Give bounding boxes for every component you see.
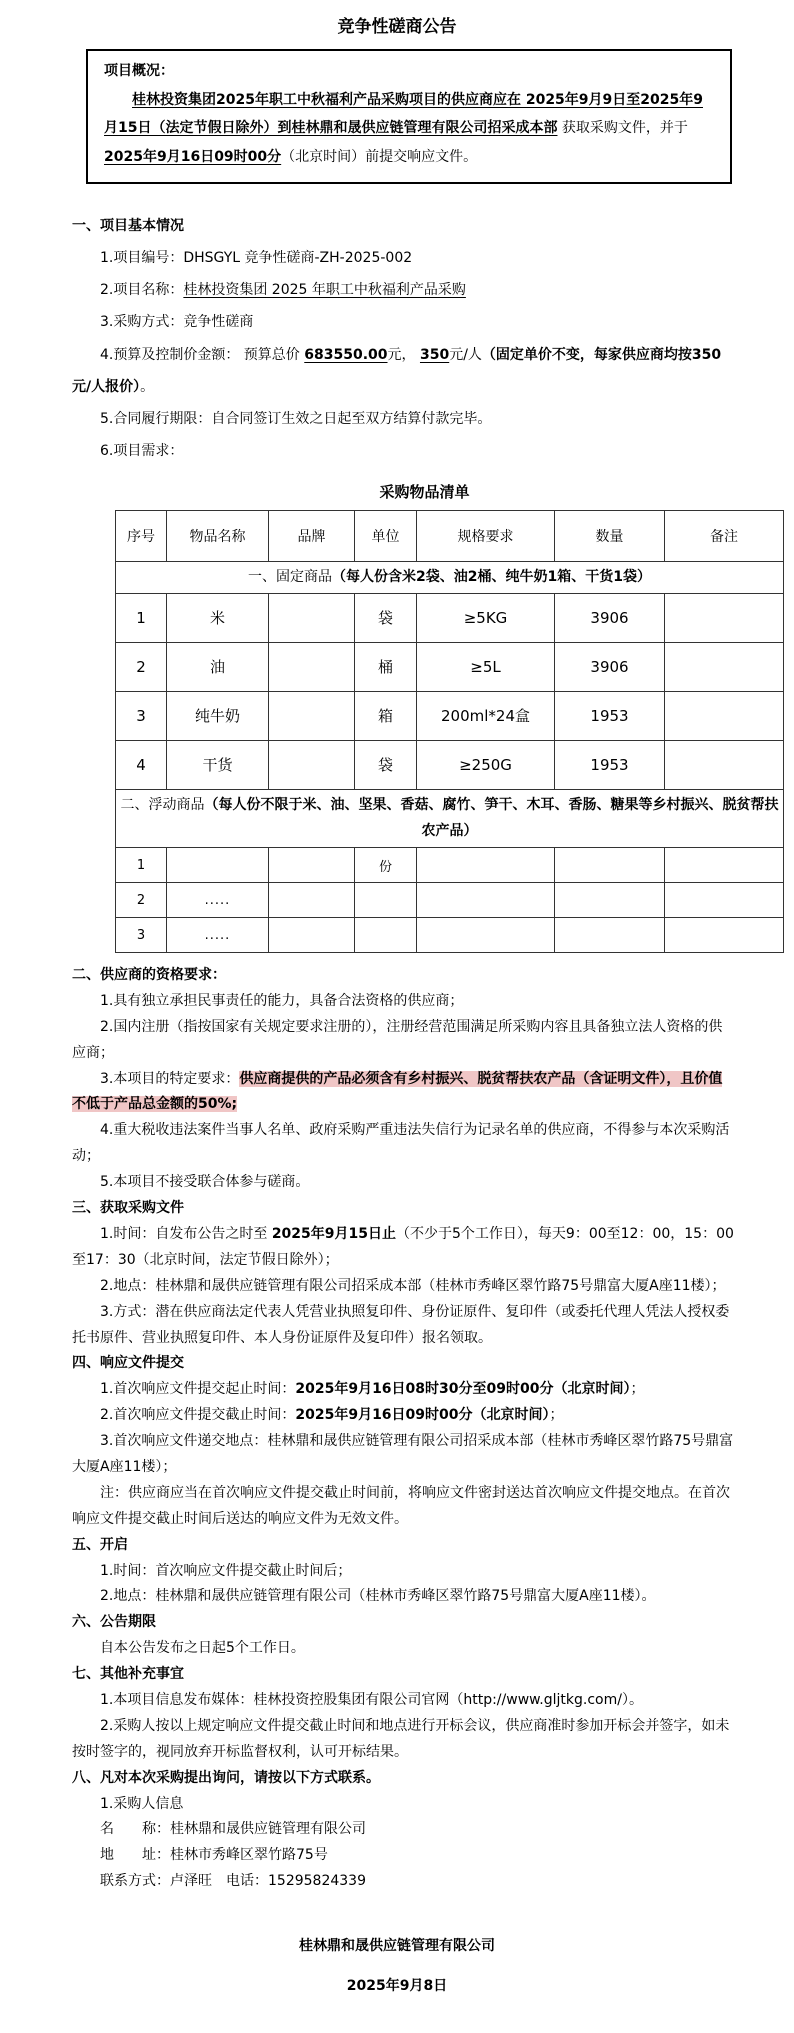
table-row xyxy=(116,918,784,953)
section8-heading: 八、凡对本次采购提出询问，请按以下方式联系。 xyxy=(72,1769,380,1786)
project-number: 1.项目编号：DHSGYL 竞争性磋商-ZH-2025-002 xyxy=(100,249,413,266)
overview-paragraph xyxy=(104,86,714,172)
row-seq: 2 xyxy=(116,883,167,918)
row-seq: 3 xyxy=(116,918,167,953)
row-qty xyxy=(555,883,665,918)
table-row xyxy=(116,883,784,918)
section-opening xyxy=(72,1533,734,1611)
submission-deadline-label: 2.首次响应文件提交截止时间： xyxy=(100,1407,296,1424)
project-name xyxy=(72,274,734,306)
row-qty xyxy=(555,848,665,883)
budget-end: 。 xyxy=(140,378,155,395)
row-spec: ≥5L xyxy=(417,642,555,691)
row-name xyxy=(167,848,269,883)
fixed-goods-section-row xyxy=(116,562,784,594)
row-spec xyxy=(417,848,555,883)
purchaser-contact: 联系方式：卢泽旺 电话：15295824339 xyxy=(100,1873,366,1890)
submission-start-end: ； xyxy=(630,1381,645,1398)
row-spec xyxy=(417,918,555,953)
opening-meeting-info: 2.采购人按以上规定响应文件提交截止时间和地点进行开标会议，供应商准时参加开标会并签字，如未按时签字的，视同放弃开标监督权利，认可开标结果。 xyxy=(72,1717,730,1760)
budget-total: 683550.00 xyxy=(304,346,388,363)
overview-plain-1: 获取采购文件，并于 xyxy=(557,120,688,137)
opening-place: 2.地点：桂林鼎和晟供应链管理有限公司（桂林市秀峰区翠竹路75号鼎富大厦A座11楼）。 xyxy=(100,1588,656,1605)
section2-heading: 二、供应商的资格要求： xyxy=(72,967,226,984)
row-note xyxy=(665,740,784,789)
row-qty: 3906 xyxy=(555,642,665,691)
row-seq: 4 xyxy=(116,740,167,789)
row-brand xyxy=(269,593,355,642)
table-row xyxy=(116,593,784,642)
opening-time: 1.时间：首次响应文件提交截止时间后； xyxy=(100,1562,352,1579)
col-spec: 规格要求 xyxy=(417,511,555,562)
row-brand xyxy=(269,883,355,918)
section-announcement-period xyxy=(72,1610,734,1662)
row-unit: 桶 xyxy=(355,642,417,691)
row-seq: 3 xyxy=(116,691,167,740)
section6-heading: 六、公告期限 xyxy=(72,1614,156,1631)
overview-label: 项目概况： xyxy=(104,63,174,79)
submission-note: 注：供应商应当在首次响应文件提交截止时间前，将响应文件密封送达首次响应文件提交地点。在首次响应文件提交截止时间后送达的响应文件为无效文件。 xyxy=(72,1484,730,1527)
row-seq: 1 xyxy=(116,593,167,642)
row-name: 干货 xyxy=(167,740,269,789)
goods-table-title: 采购物品清单 xyxy=(379,483,470,502)
purchaser-name: 名 称：桂林鼎和晟供应链管理有限公司 xyxy=(100,1821,366,1838)
table-row xyxy=(116,740,784,789)
project-requirements-label: 6.项目需求： xyxy=(100,443,184,460)
obtain-time-date: 2025年9月15日止 xyxy=(271,1225,397,1242)
overview-underline-1: 桂林投资集团2025年职工中秋福利产品采购项目的供应商应在 2025年9月9日至2025年9月15日（法定节假日除外）到桂林鼎和晟供应链管理有限公司招采成本部 xyxy=(104,91,703,137)
row-qty xyxy=(555,918,665,953)
media-info: 1.本项目信息发布媒体：桂林投资控股集团有限公司官网（http://www.gljtkg.com/）。 xyxy=(100,1691,643,1708)
row-seq: 1 xyxy=(116,848,167,883)
row-note xyxy=(665,691,784,740)
footer-date: 2025年9月8日 xyxy=(346,1978,448,1995)
col-unit: 单位 xyxy=(355,511,417,562)
row-spec: 200ml*24盒 xyxy=(417,691,555,740)
row-unit: 袋 xyxy=(355,593,417,642)
budget-mid-1: 元， xyxy=(387,346,420,363)
row-note xyxy=(665,918,784,953)
row-unit: 份 xyxy=(355,848,417,883)
project-name-label: 2.项目名称： xyxy=(100,282,184,299)
floating-goods-section-cell xyxy=(116,789,784,847)
page-title: 竞争性磋商公告 xyxy=(337,17,457,37)
row-qty: 1953 xyxy=(555,691,665,740)
section7-heading: 七、其他补充事宜 xyxy=(72,1666,184,1683)
project-name-value: 桂林投资集团 2025 年职工中秋福利产品采购 xyxy=(183,282,466,299)
purchaser-info-label: 1.采购人信息 xyxy=(100,1795,184,1812)
purchaser-address: 地 址：桂林市秀峰区翠竹路75号 xyxy=(100,1847,328,1864)
row-unit: 箱 xyxy=(355,691,417,740)
qualification-item: 4.重大税收违法案件当事人名单、政府采购严重违法失信行为记录名单的供应商，不得参与本次采购活动； xyxy=(72,1122,730,1165)
overview-plain-2: （北京时间）前提交响应文件。 xyxy=(281,149,478,166)
overview-underline-2: 2025年9月16日09时00分 xyxy=(104,149,282,166)
section1-heading: 一、项目基本情况 xyxy=(72,217,184,234)
section4-heading: 四、响应文件提交 xyxy=(72,1355,184,1372)
qualification-item-special xyxy=(72,1067,734,1119)
section-obtain-documents xyxy=(72,1196,734,1351)
goods-header-row xyxy=(116,511,784,562)
row-name: 纯牛奶 xyxy=(167,691,269,740)
budget-line xyxy=(72,339,734,403)
goods-list-wrapper xyxy=(0,481,794,953)
submission-start-label: 1.首次响应文件提交起止时间： xyxy=(100,1381,296,1398)
section5-heading: 五、开启 xyxy=(72,1536,128,1553)
section3-heading: 三、获取采购文件 xyxy=(72,1200,184,1217)
procurement-method: 3.采购方式：竞争性磋商 xyxy=(100,314,254,331)
table-row xyxy=(116,848,784,883)
section-supplier-qualifications xyxy=(72,963,734,1196)
fixed-goods-section-cell xyxy=(116,562,784,594)
goods-table xyxy=(115,510,784,953)
project-overview-box xyxy=(86,49,732,184)
footer-company: 桂林鼎和晟供应链管理有限公司 xyxy=(299,1938,495,1955)
section-basic-info xyxy=(72,210,734,468)
submission-place: 3.首次响应文件递交地点：桂林鼎和晟供应链管理有限公司招采成本部（桂林市秀峰区翠竹路75号鼎富大厦A座11楼）； xyxy=(72,1433,734,1475)
budget-per-person: 350 xyxy=(419,346,450,363)
row-note xyxy=(665,642,784,691)
submission-start-value: 2025年9月16日08时30分至09时00分（北京时间） xyxy=(295,1381,631,1398)
row-note xyxy=(665,848,784,883)
document-body xyxy=(72,210,779,1895)
row-spec: ≥5KG xyxy=(417,593,555,642)
col-brand: 品牌 xyxy=(269,511,355,562)
submission-deadline-end: ； xyxy=(549,1407,564,1424)
qualification-item: 5.本项目不接受联合体参与磋商。 xyxy=(100,1174,310,1191)
row-brand xyxy=(269,691,355,740)
row-unit xyxy=(355,883,417,918)
obtain-time xyxy=(72,1222,734,1274)
table-row xyxy=(116,691,784,740)
submission-deadline xyxy=(72,1403,734,1429)
obtain-time-pre: 1.时间：自发布公告之时至 xyxy=(100,1225,272,1242)
row-spec: ≥250G xyxy=(417,740,555,789)
row-name: ..... xyxy=(167,918,269,953)
col-seq: 序号 xyxy=(116,511,167,562)
fixed-goods-label: 一、固定商品 xyxy=(248,569,333,586)
floating-goods-section-row xyxy=(116,789,784,847)
submission-start-time xyxy=(72,1377,734,1403)
floating-goods-label: 二、浮动商品 xyxy=(120,796,205,813)
row-brand xyxy=(269,848,355,883)
row-brand xyxy=(269,918,355,953)
row-brand xyxy=(269,740,355,789)
row-name: 米 xyxy=(167,593,269,642)
section-other-matters xyxy=(72,1662,734,1766)
row-unit: 袋 xyxy=(355,740,417,789)
obtain-method: 3.方式：潜在供应商法定代表人凭营业执照复印件、身份证原件、复印件（或委托代理人凭法人授权委托书原件、营业执照复印件、本人身份证原件及复印件）报名领取。 xyxy=(72,1303,730,1346)
row-name: 油 xyxy=(167,642,269,691)
qualification-item: 1.具有独立承担民事责任的能力，具备合法资格的供应商； xyxy=(100,992,464,1009)
row-note xyxy=(665,883,784,918)
section-response-submission xyxy=(72,1351,734,1532)
row-unit xyxy=(355,918,417,953)
budget-mid-2: 元/人 xyxy=(449,346,482,363)
announcement-period-text: 自本公告发布之日起5个工作日。 xyxy=(100,1640,305,1657)
table-row xyxy=(116,642,784,691)
qualification-item: 2.国内注册（指按国家有关规定要求注册的），注册经营范围满足所采购内容且具备独立法人资格的供应商； xyxy=(72,1018,723,1061)
obtain-time-post: （不少于5个工作日），每天9：00至12：00，15：00至17：30（北京时间，法定节假日除外）； xyxy=(72,1225,734,1268)
row-spec xyxy=(417,883,555,918)
row-name: ..... xyxy=(167,883,269,918)
row-qty: 1953 xyxy=(555,740,665,789)
obtain-place: 2.地点：桂林鼎和晟供应链管理有限公司招采成本部（桂林市秀峰区翠竹路75号鼎富大厦A座11楼）； xyxy=(100,1277,726,1294)
budget-note-bold: （固定单价不变，每家供应商均按350元/人报价） xyxy=(72,346,722,395)
row-seq: 2 xyxy=(116,642,167,691)
col-qty: 数量 xyxy=(555,511,665,562)
special-requirement-label: 3.本项目的特定要求： xyxy=(100,1070,240,1087)
col-name: 物品名称 xyxy=(167,511,269,562)
section-contact xyxy=(72,1766,734,1895)
row-note xyxy=(665,593,784,642)
budget-label: 4.预算及控制价金额： 预算总价 xyxy=(100,346,305,363)
special-requirement-highlight: 供应商提供的产品必须含有乡村振兴、脱贫帮扶农产品（含证明文件），且价值不低于产品总金额的50%; xyxy=(72,1070,723,1113)
fixed-goods-detail: （每人份含米2袋、油2桶、纯牛奶1箱、干货1袋） xyxy=(332,569,651,586)
row-brand xyxy=(269,642,355,691)
submission-deadline-value: 2025年9月16日09时00分（北京时间） xyxy=(295,1407,550,1424)
contract-term: 5.合同履行期限：自合同签订生效之日起至双方结算付款完毕。 xyxy=(100,410,492,427)
row-qty: 3906 xyxy=(555,593,665,642)
floating-goods-detail: （每人份不限于米、油、坚果、香菇、腐竹、笋干、木耳、香肠、糖果等乡村振兴、脱贫帮扶农产品） xyxy=(204,796,779,840)
col-note: 备注 xyxy=(665,511,784,562)
